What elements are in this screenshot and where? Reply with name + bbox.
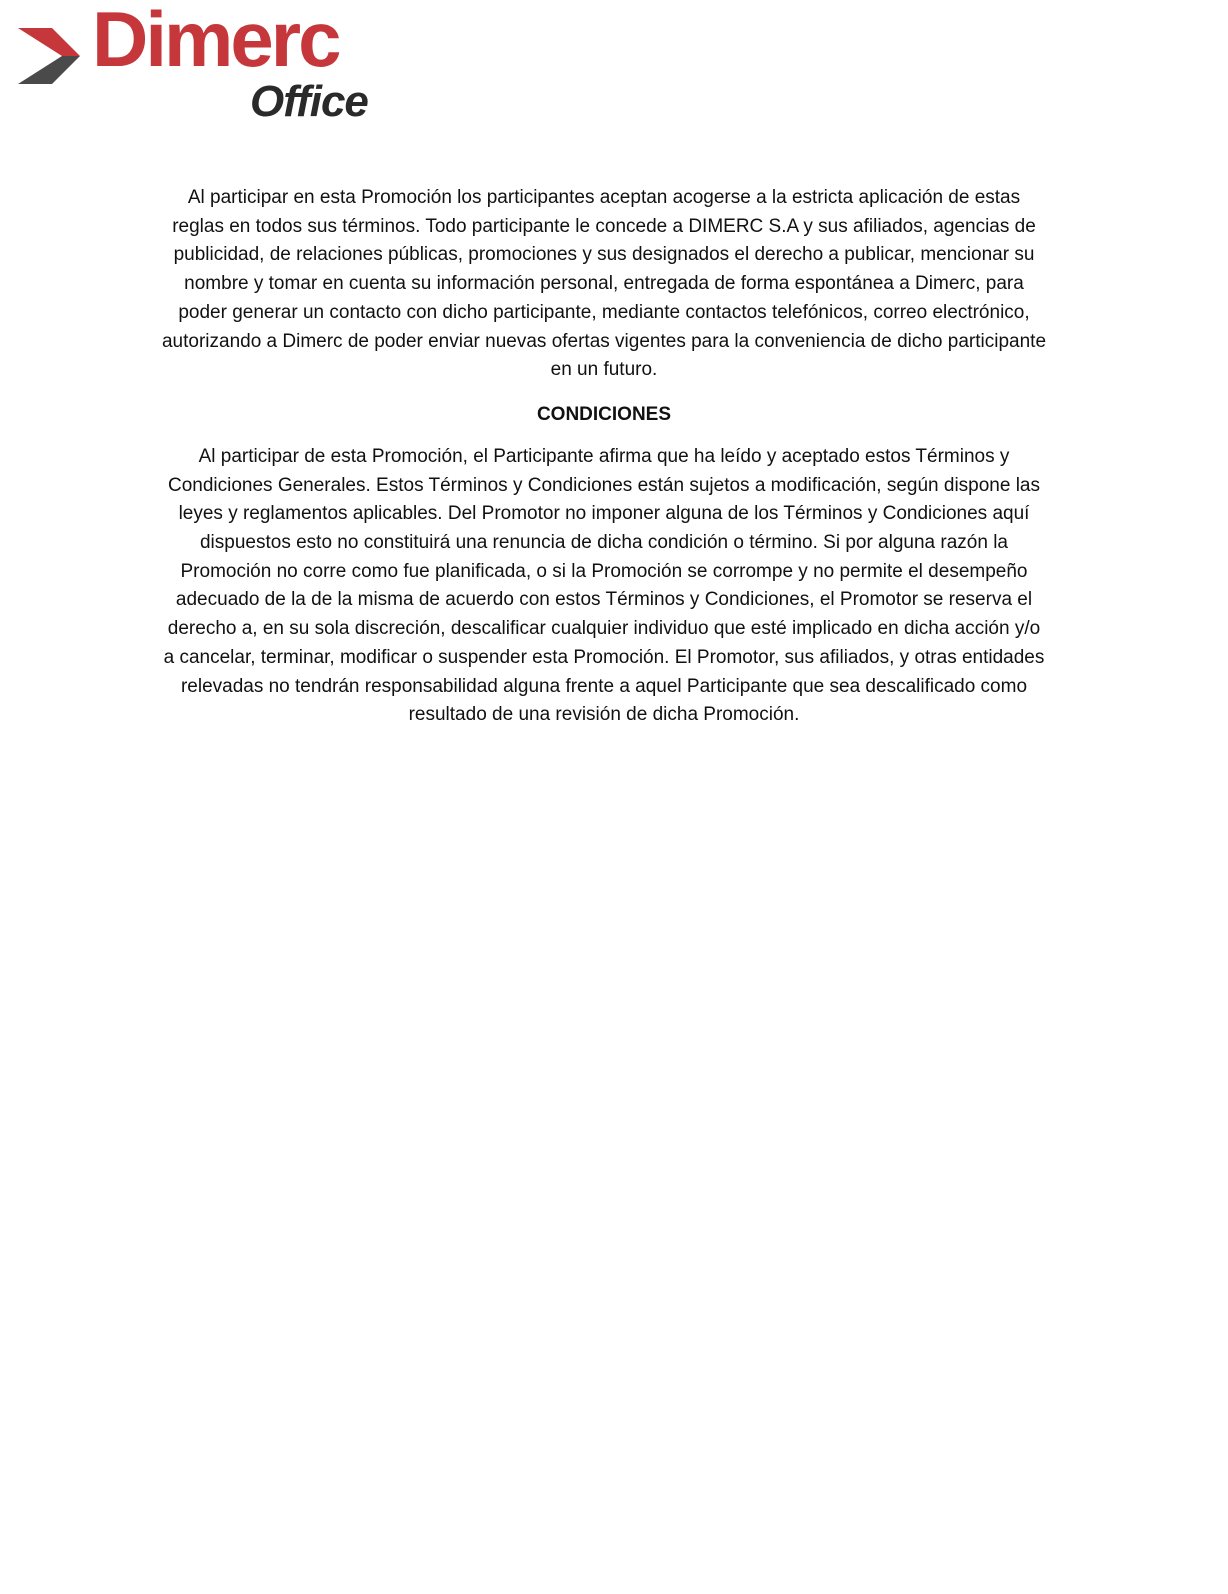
logo-sub-text: Office	[250, 77, 368, 126]
paragraph-intro: Al participar en esta Promoción los participantes aceptan acogerse a la estricta aplicación de estas reglas en todos sus términos. Todo participante le concede a DIMERC S.A y sus afiliados, agencias de publicidad, de relaciones públicas, promociones y sus designados el derecho a publicar, mencionar su nombre y tomar en cuenta su información personal, entregada de forma espontánea a Dimerc, para poder generar un contacto con dicho participante, mediante contactos telefónicos, correo electrónico, autorizando a Dimerc de poder enviar nuevas ofertas vigentes para la conveniencia de dicho participante en un futuro.	[161, 187, 1047, 381]
logo-chevron-icon	[18, 22, 84, 88]
dimerc-office-logo	[18, 0, 378, 126]
document-body	[160, 184, 1048, 730]
section-heading-condiciones: CONDICIONES	[536, 403, 672, 425]
logo-brand-text: Dimerc	[92, 0, 339, 83]
paragraph-conditions: Al participar de esta Promoción, el Participante afirma que ha leído y aceptado estos Términos y Condiciones Generales. Estos Términos y Condiciones están sujetos a modificación, según dispone las leyes y reglamentos aplicables. Del Promotor no imponer alguna de los Términos y Condiciones aquí dispuestos esto no constituirá una renuncia de dicha condición o término. Si por alguna razón la Promoción no corre como fue planificada, o si la Promoción se corrompe y no permite el desempeño adecuado de la de la misma de acuerdo con estos Términos y Condiciones, el Promotor se reserva el derecho a, en su sola discreción, descalificar cualquier individuo que esté implicado en dicha acción y/o a cancelar, terminar, modificar o suspender esta Promoción. El Promotor, sus afiliados, y otras entidades relevadas no tendrán responsabilidad alguna frente a aquel Participante que sea descalificado como resultado de una revisión de dicha Promoción.	[163, 445, 1045, 726]
